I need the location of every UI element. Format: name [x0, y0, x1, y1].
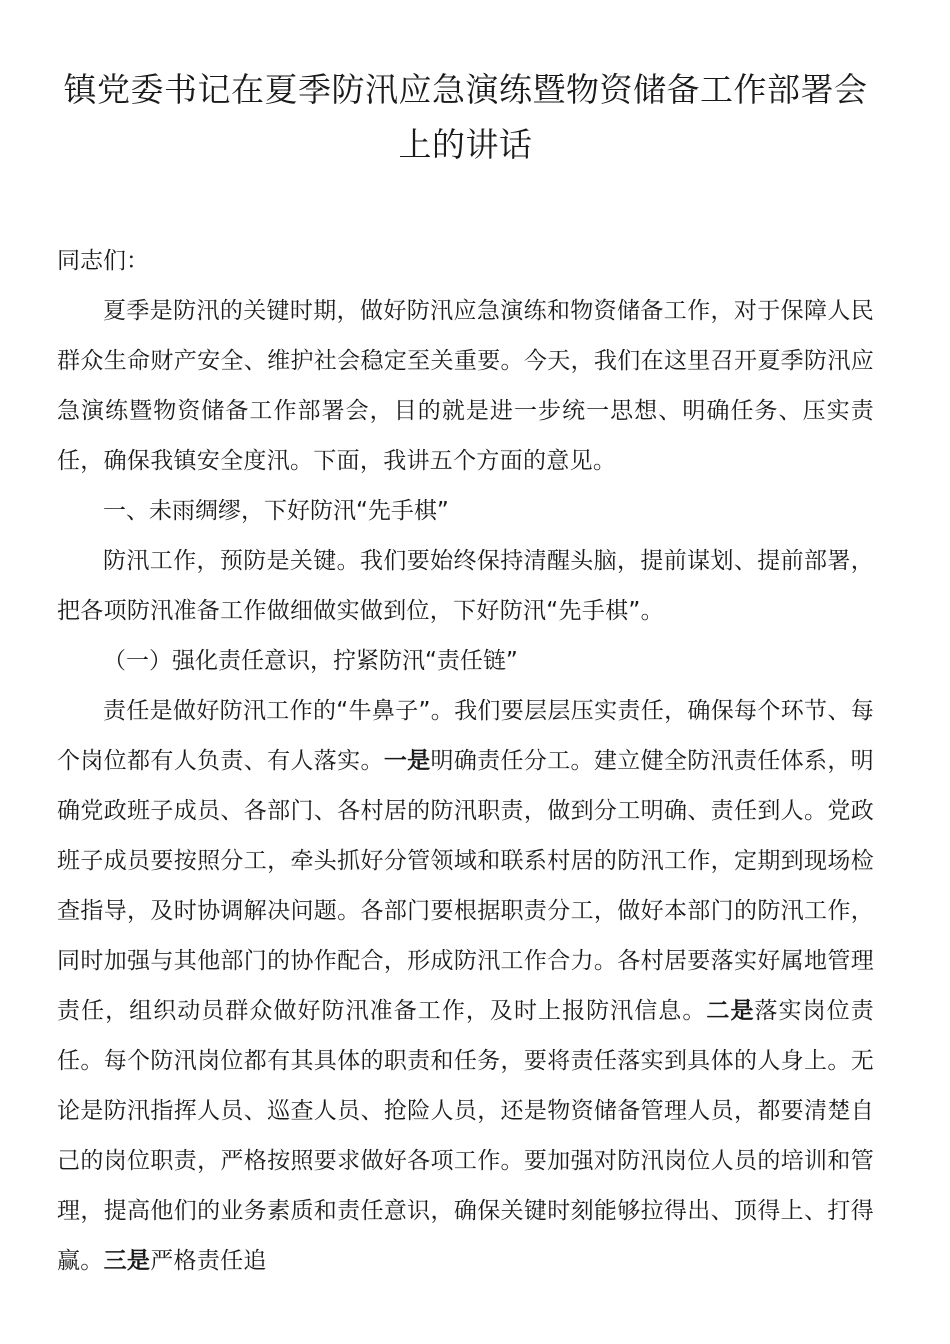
intro-paragraph: 夏季是防汛的关键时期，做好防汛应急演练和物资储备工作，对于保障人民群众生命财产安全、维护社会稳定至关重要。今天，我们在这里召开夏季防汛应急演练暨物资储备工作部署会，目的就是进一步统一思想、明确任务、压实责任，确保我镇安全度汛。下面，我讲五个方面的意见。: [57, 298, 874, 474]
point-2-text: 落实岗位责任。每个防汛岗位都有其具体的职责和任务，要将责任落实到具体的人身上。无论是防汛指挥人员、巡查人员、抢险人员，还是物资储备管理人员，都要清楚自己的岗位职责，严格按照要求做好各项工作。要加强对防汛岗位人员的培训和管理，提高他们的业务素质和责任意识，确保关键时刻能够拉得出、顶得上、打得赢。: [57, 998, 875, 1274]
point-1-label: 一是: [383, 748, 431, 774]
point-3-label: 三是: [103, 1248, 151, 1274]
paragraph-lead: 责任是做好防汛工作的“牛鼻子”。我们要层层压实责任，确保每个环节、每个岗位都有人负责、有人落实。: [57, 698, 874, 774]
subsection-1-heading: （一）强化责任意识，拧紧防汛“责任链”: [103, 648, 518, 674]
subsection-1-paragraph: [57, 686, 874, 1286]
point-3-text: 严格责任追: [150, 1248, 267, 1274]
document-title: 镇党委书记在夏季防汛应急演练暨物资储备工作部署会上的讲话: [63, 70, 868, 164]
salutation: 同志们：: [57, 248, 149, 274]
point-2-label: 二是: [706, 998, 755, 1024]
section-1-paragraph: 防汛工作，预防是关键。我们要始终保持清醒头脑，提前谋划、提前部署，把各项防汛准备工作做细做实做到位，下好防汛“先手棋”。: [57, 548, 874, 624]
section-1-heading: 一、未雨绸缪，下好防汛“先手棋”: [103, 498, 449, 524]
point-1-text: 明确责任分工。建立健全防汛责任体系，明确党政班子成员、各部门、各村居的防汛职责，做到分工明确、责任到人。党政班子成员要按照分工，牵头抓好分管领域和联系村居的防汛工作，定期到现场检查指导，及时协调解决问题。各部门要根据职责分工，做好本部门的防汛工作，同时加强与其他部门的协作配合，形成防汛工作合力。各村居要落实好属地管理责任，组织动员群众做好防汛准备工作，及时上报防汛信息。: [57, 748, 874, 1024]
